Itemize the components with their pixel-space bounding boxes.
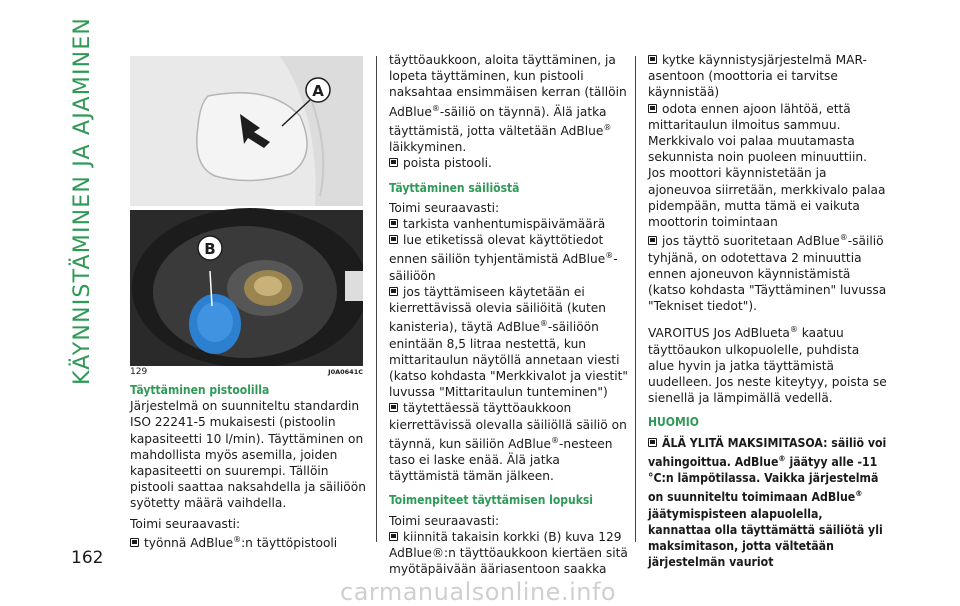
label-b: B: [204, 240, 216, 258]
column-2: [389, 52, 634, 577]
column-3: [648, 52, 888, 570]
bullet-item: odota ennen ajoon lähtöä, että mittaritaulun ilmoitus sammuu. Merkkivalo voi palaa muutamasta sekunnista noin puoleen minuuttiin. Jos moottori käynnistetään ja ajoneuvoa siirretään, merkkivalo palaa pidempään, mutta tämä ei vaikuta moottorin toimintaan: [648, 101, 886, 230]
figure-photo: [130, 56, 363, 366]
heading-pistol: Täyttäminen pistoolilla: [130, 383, 270, 397]
column-1: [130, 382, 370, 551]
checkbox-bullet-icon: [389, 235, 398, 244]
bullet-item: täytettäessä täyttöaukkoon kierrettävissä olevalla säiliöllä säiliö on täynnä, kun säiliön AdBlue®-nesteen taso ei laske enää. Älä jatka täyttämistä tämän jälkeen.: [389, 401, 627, 484]
checkbox-bullet-icon: [648, 55, 657, 64]
column-divider: [635, 56, 636, 542]
heading-finish: Toimenpiteet täyttämisen lopuksi: [389, 493, 593, 508]
checkbox-bullet-icon: [648, 104, 657, 113]
bullet-item: tarkista vanhentumispäivämäärä: [389, 216, 634, 232]
figure-code: J0A0641C: [328, 368, 363, 376]
checkbox-bullet-icon: [648, 438, 657, 447]
checkbox-bullet-icon: [648, 236, 657, 245]
checkbox-bullet-icon: [389, 403, 398, 412]
checkbox-bullet-icon: [389, 158, 398, 167]
page-number: 162: [71, 548, 104, 568]
watermark: carmanualsonline.info: [340, 578, 617, 606]
column-divider: [376, 56, 377, 542]
label-a: A: [312, 82, 324, 100]
checkbox-bullet-icon: [389, 219, 398, 228]
bullet-item: työnnä AdBlue®:n täyttöpistooli: [130, 532, 370, 551]
section-title: KÄYNNISTÄMINEN JA AJAMINEN: [70, 16, 95, 385]
paragraph: täyttöaukkoon, aloita täyttäminen, ja lopeta täyttäminen, kun pistooli naksahtaa ensimmäisen kerran (tällöin AdBlue®-säiliö on täynnä). Älä jatka täyttämistä, jotta vältetään AdBlue® läikkyminen.: [389, 53, 627, 155]
bullet-item: poista pistooli.: [389, 155, 634, 171]
bullet-item: jos täyttämiseen käytetään ei kierrettävissä olevia säiliöitä (kuten kanisteria), täytä AdBlue®-säiliöön enintään 8,5 litraa nestettä, kun mittaritaulun näytöllä annetaan viesti (katso kohdasta "Merkkivalot ja viestit" luvussa "Mittaritaulun tunteminen"): [389, 284, 629, 400]
paragraph: Toimi seuraavasti:: [389, 200, 500, 215]
paragraph: Järjestelmä on suunniteltu standardin ISO 22241-5 mukaisesti (pistoolin kapasiteetti 10 l/min). Täyttäminen on mahdollista myös asemilla, joiden kapasiteetti on suurempi. Tällöin pistooli saattaa naksahdella ja säiliöön syötetty määrä vaihdella.: [130, 399, 366, 511]
paragraph: Toimi seuraavasti:: [130, 516, 241, 531]
checkbox-bullet-icon: [389, 287, 398, 296]
checkbox-bullet-icon: [389, 532, 398, 541]
checkbox-bullet-icon: [130, 538, 139, 547]
bullet-item: kiinnitä takaisin korkki (B) kuva 129 AdBlue®:n täyttöaukkoon kiertäen sitä myötäpäivään ääriasentoon saakka: [389, 529, 628, 577]
warning-paragraph: VAROITUS Jos AdBlueta® kaatuu täyttöaukon ulkopuolelle, puhdista alue hyvin ja jatka täyttämistä uudelleen. Jos neste kiteytyy, poista se sienellä ja lämpimällä vedellä.: [648, 325, 887, 406]
note-paragraph: ÄLÄ YLITÄ MAKSIMITASOA: säiliö voi vahingoittua. AdBlue® jäätyy alle -11 °C:n lämpötilassa. Vaikka järjestelmä on suunniteltu toimimaan AdBlue® jäätymispisteen alapuolella, kannattaa olla täyttämättä säiliötä yli maksimitason, jotta vältetään järjestelmän vauriot: [648, 435, 887, 570]
heading-container: Täyttäminen säiliöstä: [389, 180, 520, 195]
bullet-item: kytke käynnistysjärjestelmä MAR-asentoon (moottoria ei tarvitse käynnistää): [648, 53, 867, 100]
bullet-item: lue etiketissä olevat käyttötiedot ennen säiliön tyhjentämistä AdBlue®-säiliöön: [389, 233, 618, 283]
bullet-item: jos täyttö suoritetaan AdBlue®-säiliö tyhjänä, on odotettava 2 minuuttia ennen ajoneuvon käynnistämistä (katso kohdasta "Täyttäminen" luvussa "Tekniset tiedot").: [648, 233, 887, 314]
figure-number: 129: [130, 367, 148, 377]
note-heading: HUOMIO: [648, 415, 699, 430]
paragraph: Toimi seuraavasti:: [389, 513, 500, 528]
